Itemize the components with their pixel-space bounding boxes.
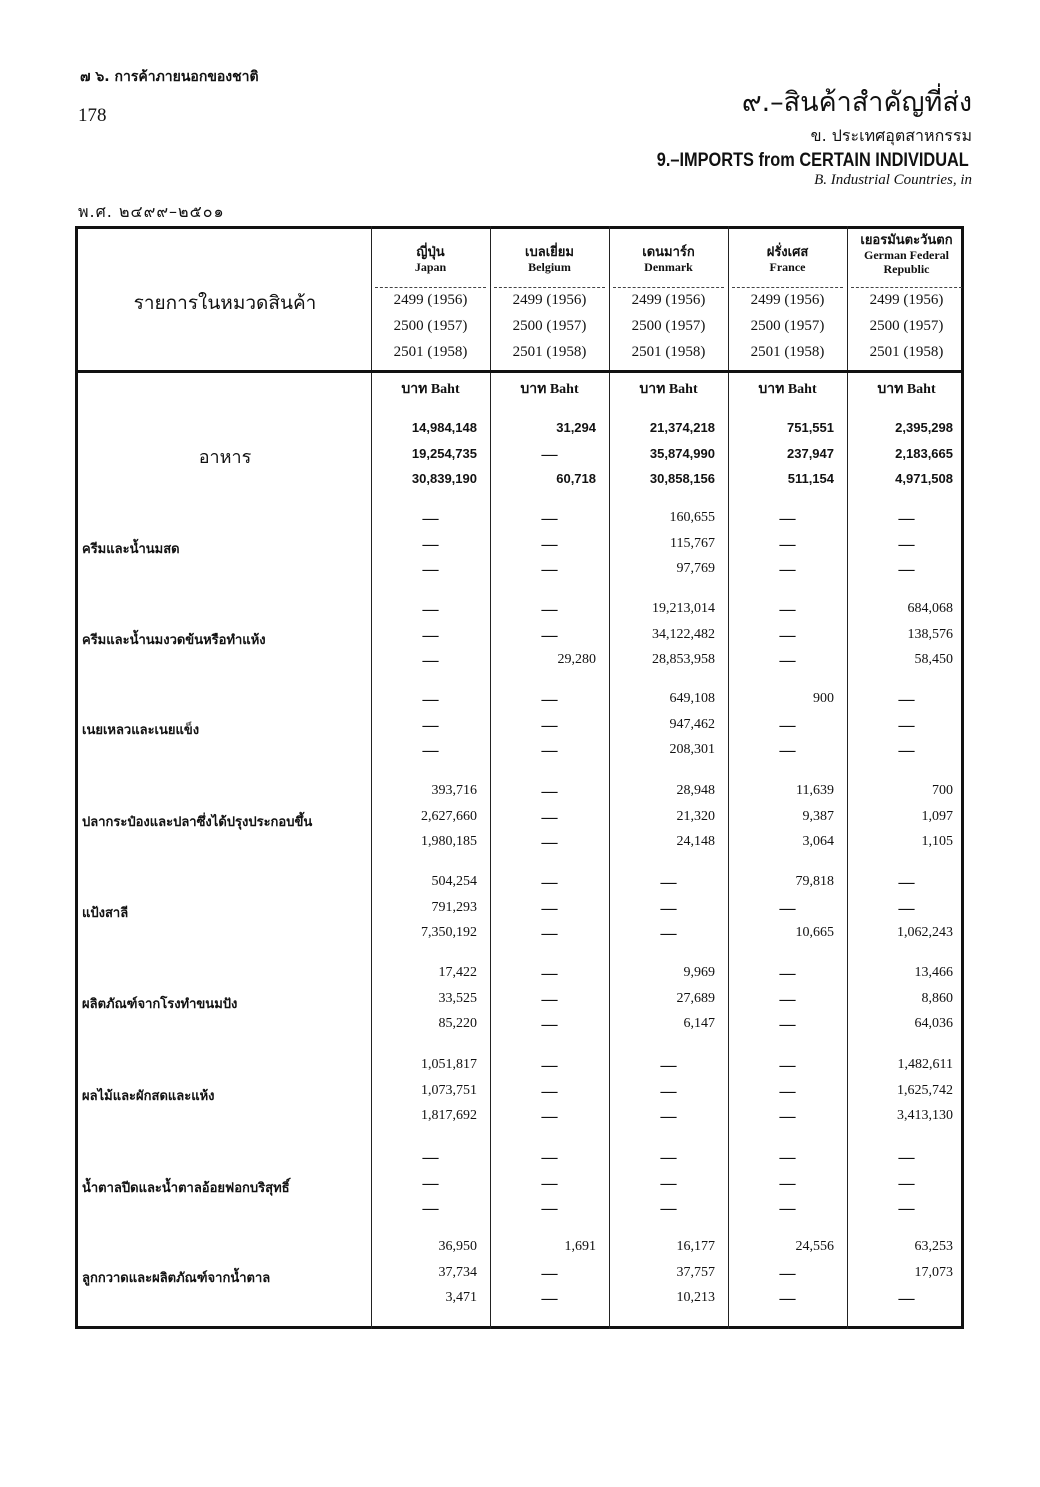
empty-cell: —: [541, 1108, 558, 1125]
empty-cell: —: [779, 899, 796, 917]
value-cell: 2,395,298: [895, 420, 953, 435]
value-cell: 649,108: [669, 691, 715, 706]
item-column-header: รายการในหมวดสินค้า: [133, 292, 317, 314]
empty-cell: —: [779, 1016, 796, 1033]
empty-cell: —: [660, 899, 677, 917]
row-label: ครีมและน้ำนมสด: [82, 541, 180, 557]
value-cell: 3,413,130: [897, 1108, 953, 1123]
empty-cell: —: [898, 899, 915, 917]
empty-cell: —: [779, 1149, 796, 1166]
year-label: 2499 (1956): [869, 292, 944, 308]
empty-cell: —: [422, 1149, 439, 1166]
column-header-english: Japan: [414, 259, 447, 274]
empty-cell: —: [541, 445, 558, 463]
value-cell: 17,073: [914, 1264, 953, 1280]
header-rule: [732, 287, 843, 288]
title-en: 9.–IMPORTS from CERTAIN INDIVIDUAL: [657, 150, 969, 171]
empty-cell: —: [541, 1200, 558, 1217]
row-label: ครีมและน้ำนมงวดข้นหรือทำแห้ง: [82, 632, 266, 648]
value-cell: 58,450: [914, 652, 953, 667]
value-cell: 3,471: [445, 1290, 477, 1305]
row-label: อาหาร: [198, 446, 252, 468]
empty-cell: —: [422, 1200, 439, 1217]
value-cell: 504,254: [431, 874, 477, 889]
header-rule: [613, 287, 724, 288]
year-label: 2500 (1957): [512, 318, 587, 334]
empty-cell: —: [422, 535, 439, 553]
value-cell: 208,301: [669, 742, 715, 757]
empty-cell: —: [898, 1149, 915, 1166]
row-label: ปลากระป๋องและปลาซึ่งได้ปรุงประกอบขึ้น: [82, 814, 313, 830]
year-label: 2501 (1958): [631, 344, 706, 360]
value-cell: 28,948: [676, 783, 715, 798]
year-label: 2500 (1957): [631, 318, 706, 334]
empty-cell: —: [422, 601, 439, 618]
unit-label: บาท Baht: [877, 382, 936, 397]
empty-cell: —: [779, 626, 796, 644]
value-cell: 13,466: [914, 965, 953, 980]
period-label: พ.ศ. ๒๔๙๙–๒๕๐๑: [78, 202, 225, 221]
value-cell: 1,097: [921, 808, 953, 824]
column-header-thai: ฝรั่งเศส: [766, 245, 809, 260]
value-cell: 8,860: [921, 990, 953, 1006]
empty-cell: —: [898, 535, 915, 553]
value-cell: 33,525: [438, 990, 477, 1006]
value-cell: 79,818: [795, 874, 834, 889]
year-label: 2499 (1956): [512, 292, 587, 308]
value-cell: 31,294: [556, 420, 596, 435]
value-cell: 1,051,817: [421, 1057, 477, 1072]
empty-cell: —: [779, 1290, 796, 1307]
value-cell: 10,213: [676, 1290, 715, 1305]
row-label: น้ำตาลปีดและน้ำตาลอ้อยฟอกบริสุทธิ์: [82, 1180, 290, 1196]
empty-cell: —: [898, 1290, 915, 1307]
header-rule: [851, 287, 962, 288]
empty-cell: —: [779, 1174, 796, 1192]
value-cell: 1,817,692: [421, 1108, 477, 1123]
column-header: [609, 234, 728, 275]
column-header-thai: เบลเยี่ยม: [525, 245, 574, 260]
value-cell: 237,947: [787, 445, 834, 461]
empty-cell: —: [422, 510, 439, 527]
value-cell: 115,767: [670, 535, 715, 551]
value-cell: 1,073,751: [421, 1082, 477, 1098]
page-number: 178: [78, 105, 107, 126]
value-cell: 1,625,742: [897, 1082, 953, 1098]
empty-cell: —: [422, 691, 439, 708]
value-cell: 34,122,482: [652, 626, 715, 642]
value-cell: 30,839,190: [411, 471, 477, 486]
empty-cell: —: [541, 965, 558, 982]
value-cell: 10,665: [795, 925, 834, 940]
unit-label: บาท Baht: [639, 382, 698, 397]
value-cell: 21,374,218: [649, 420, 715, 435]
empty-cell: —: [422, 626, 439, 644]
header-rule: [375, 287, 486, 288]
unit-label: บาท Baht: [401, 382, 460, 397]
empty-cell: —: [660, 1057, 677, 1074]
value-cell: 791,293: [431, 899, 477, 915]
subtitle-thai: ข. ประเทศอุตสาหกรรม: [810, 126, 972, 145]
value-cell: 30,858,156: [649, 471, 715, 486]
value-cell: 85,220: [438, 1016, 477, 1031]
empty-cell: —: [422, 652, 439, 669]
value-cell: 947,462: [669, 716, 715, 732]
value-cell: 4,971,508: [895, 471, 953, 486]
year-label: 2501 (1958): [869, 344, 944, 360]
value-cell: 16,177: [676, 1239, 715, 1254]
empty-cell: —: [898, 691, 915, 708]
empty-cell: —: [660, 1200, 677, 1217]
empty-cell: —: [779, 535, 796, 553]
value-cell: 24,148: [676, 834, 715, 849]
value-cell: 511,154: [787, 471, 834, 486]
empty-cell: —: [541, 1174, 558, 1192]
empty-cell: —: [898, 1200, 915, 1217]
empty-cell: —: [541, 874, 558, 891]
empty-cell: —: [660, 1174, 677, 1192]
empty-cell: —: [541, 1057, 558, 1074]
value-cell: 751,551: [787, 420, 834, 435]
empty-cell: —: [898, 716, 915, 734]
value-cell: 1,482,611: [897, 1057, 953, 1072]
value-cell: 37,757: [676, 1264, 715, 1280]
empty-cell: —: [422, 716, 439, 734]
column-header-thai: เยอรมันตะวันตก: [860, 233, 953, 248]
empty-cell: —: [779, 965, 796, 982]
value-cell: 64,036: [914, 1016, 953, 1031]
value-cell: 97,769: [676, 561, 715, 576]
empty-cell: —: [541, 561, 558, 578]
value-cell: 7,350,192: [421, 925, 477, 940]
empty-cell: —: [898, 1174, 915, 1192]
value-cell: 27,689: [676, 990, 715, 1006]
value-cell: 1,105: [921, 834, 953, 849]
empty-cell: —: [779, 990, 796, 1008]
value-cell: 36,950: [438, 1239, 477, 1254]
empty-cell: —: [541, 1016, 558, 1033]
value-cell: 60,718: [556, 471, 596, 486]
row-label: ผลไม้และผักสดและแห้ง: [82, 1088, 215, 1104]
empty-cell: —: [541, 626, 558, 644]
value-cell: 900: [813, 691, 834, 706]
header-separator: [75, 370, 964, 373]
value-cell: 11,639: [796, 783, 834, 798]
header-rule: [494, 287, 605, 288]
empty-cell: —: [898, 742, 915, 759]
column-header-english: Denmark: [644, 259, 693, 274]
empty-cell: —: [779, 601, 796, 618]
empty-cell: —: [779, 1264, 796, 1282]
value-cell: 9,387: [802, 808, 834, 824]
empty-cell: —: [660, 925, 677, 942]
value-cell: 6,147: [683, 1016, 715, 1031]
column-header: [728, 234, 847, 275]
empty-cell: —: [779, 1200, 796, 1217]
column-header-thai: ญี่ปุ่น: [416, 245, 445, 260]
empty-cell: —: [660, 874, 677, 891]
unit-label: บาท Baht: [758, 382, 817, 397]
empty-cell: —: [541, 510, 558, 527]
empty-cell: —: [779, 1108, 796, 1125]
value-cell: 3,064: [802, 834, 834, 849]
value-cell: 1,980,185: [421, 834, 477, 849]
year-label: 2499 (1956): [750, 292, 825, 308]
column-header-thai: เดนมาร์ก: [642, 245, 695, 260]
empty-cell: —: [660, 1149, 677, 1166]
value-cell: 21,320: [676, 808, 715, 824]
value-cell: 700: [932, 783, 953, 798]
column-header: [371, 234, 490, 275]
empty-cell: —: [779, 1057, 796, 1074]
value-cell: 138,576: [907, 626, 953, 642]
title-thai: ๙.–สินค้าสำคัญที่ส่ง: [741, 87, 972, 118]
empty-cell: —: [541, 716, 558, 734]
empty-cell: —: [541, 808, 558, 826]
value-cell: 29,280: [557, 652, 596, 667]
year-label: 2500 (1957): [750, 318, 825, 334]
value-cell: 14,984,148: [411, 420, 477, 435]
year-label: 2500 (1957): [393, 318, 468, 334]
value-cell: 393,716: [431, 783, 477, 798]
empty-cell: —: [541, 601, 558, 618]
year-label: 2499 (1956): [393, 292, 468, 308]
empty-cell: —: [541, 691, 558, 708]
year-label: 2499 (1956): [631, 292, 706, 308]
empty-cell: —: [541, 899, 558, 917]
value-cell: 19,213,014: [652, 601, 715, 616]
empty-cell: —: [898, 561, 915, 578]
subtitle-en: B. Industrial Countries, in: [814, 172, 972, 188]
value-cell: 2,183,665: [895, 445, 953, 461]
empty-cell: —: [541, 925, 558, 942]
value-cell: 37,734: [438, 1264, 477, 1280]
empty-cell: —: [541, 1290, 558, 1307]
column-header: [847, 234, 966, 277]
year-label: 2501 (1958): [750, 344, 825, 360]
empty-cell: —: [660, 1082, 677, 1100]
empty-cell: —: [541, 990, 558, 1008]
year-label: 2500 (1957): [869, 318, 944, 334]
empty-cell: —: [541, 1082, 558, 1100]
column-header: [490, 234, 609, 275]
column-header-english: German Federal Republic: [864, 247, 949, 276]
value-cell: 63,253: [914, 1239, 953, 1254]
empty-cell: —: [541, 1149, 558, 1166]
empty-cell: —: [541, 742, 558, 759]
row-label: ผลิตภัณฑ์จากโรงทำขนมปัง: [82, 996, 238, 1012]
empty-cell: —: [422, 742, 439, 759]
value-cell: 28,853,958: [652, 652, 715, 667]
empty-cell: —: [779, 510, 796, 527]
empty-cell: —: [898, 874, 915, 891]
empty-cell: —: [541, 1264, 558, 1282]
empty-cell: —: [898, 510, 915, 527]
running-head: ๗ ๖. การค้าภายนอกของชาติ: [80, 69, 259, 85]
empty-cell: —: [541, 535, 558, 553]
empty-cell: —: [779, 1082, 796, 1100]
value-cell: 1,062,243: [897, 925, 953, 940]
empty-cell: —: [422, 561, 439, 578]
unit-label: บาท Baht: [520, 382, 579, 397]
value-cell: 35,874,990: [649, 445, 715, 461]
empty-cell: —: [541, 834, 558, 851]
empty-cell: —: [779, 716, 796, 734]
empty-cell: —: [779, 652, 796, 669]
empty-cell: —: [541, 783, 558, 800]
value-cell: 17,422: [438, 965, 477, 980]
row-label: แป้งสาลี: [82, 905, 129, 921]
column-header-english: Belgium: [528, 259, 571, 274]
value-cell: 160,655: [669, 510, 715, 525]
empty-cell: —: [779, 742, 796, 759]
value-cell: 9,969: [683, 965, 715, 980]
row-label: เนยเหลวและเนยแข็ง: [82, 722, 200, 738]
year-label: 2501 (1958): [393, 344, 468, 360]
value-cell: 19,254,735: [411, 445, 477, 461]
value-cell: 2,627,660: [421, 808, 477, 824]
year-label: 2501 (1958): [512, 344, 587, 360]
value-cell: 684,068: [907, 601, 953, 616]
value-cell: 24,556: [795, 1239, 834, 1254]
value-cell: 1,691: [564, 1239, 596, 1254]
empty-cell: —: [779, 561, 796, 578]
column-header-english: France: [769, 259, 806, 274]
empty-cell: —: [422, 1174, 439, 1192]
empty-cell: —: [660, 1108, 677, 1125]
row-label: ลูกกวาดและผลิตภัณฑ์จากน้ำตาล: [82, 1270, 271, 1286]
